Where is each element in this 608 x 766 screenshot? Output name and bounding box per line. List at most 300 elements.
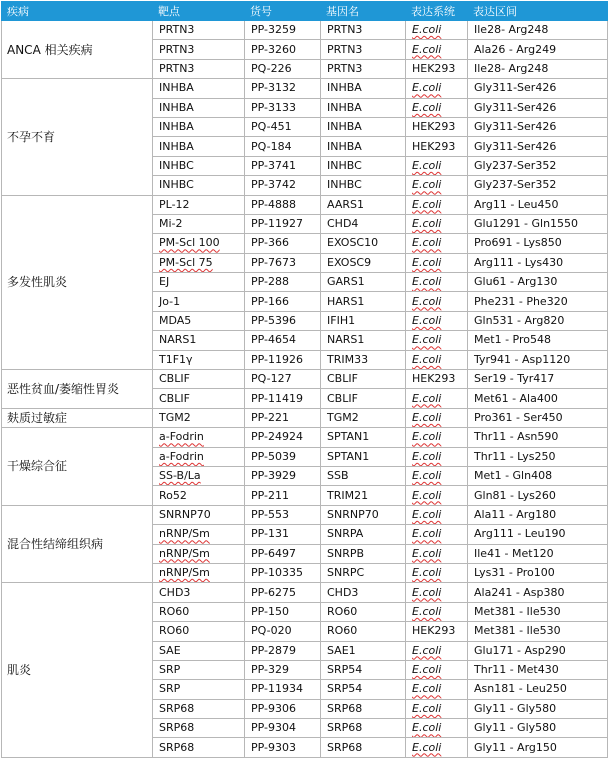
cell-expression-system — [406, 602, 468, 621]
cell-target-text: SNRNP70 — [159, 507, 211, 521]
cell-expression-system-text: E.coli — [412, 23, 442, 37]
cell-target — [153, 447, 245, 466]
cell-target — [153, 253, 245, 272]
header-target: 靶点 — [153, 2, 245, 21]
cell-target — [153, 389, 245, 408]
cell-expression-range — [468, 466, 608, 485]
cell-expression-system-text: E.coli — [412, 604, 442, 618]
cell-expression-range-text: Thr11 - Met430 — [474, 663, 559, 677]
cell-gene-name — [321, 350, 406, 369]
cell-catalog-no-text: PP-24924 — [251, 430, 303, 444]
cell-target — [153, 563, 245, 582]
cell-target-text: INHBC — [159, 158, 194, 172]
cell-target-text: nRNP/Sm — [159, 546, 210, 560]
cell-catalog-no — [245, 486, 321, 505]
cell-catalog-no — [245, 59, 321, 78]
cell-gene-name-text: INHBA — [327, 120, 362, 134]
cell-expression-range — [468, 176, 608, 195]
cell-gene-name-text: SAE1 — [327, 643, 356, 657]
cell-target-text: T1F1γ — [159, 352, 193, 366]
table-body — [2, 21, 608, 758]
cell-gene-name — [321, 622, 406, 641]
cell-gene-name-text: INHBA — [327, 100, 362, 114]
cell-expression-system-text: E.coli — [412, 411, 442, 424]
cell-expression-system-text: E.coli — [412, 488, 442, 502]
cell-target-text: RO60 — [159, 604, 190, 618]
cell-target — [153, 583, 245, 602]
cell-target-text: TGM2 — [159, 411, 191, 424]
cell-gene-name — [321, 59, 406, 78]
cell-expression-range-text: Tyr941 - Asp1120 — [474, 352, 571, 366]
cell-expression-system — [406, 176, 468, 195]
cell-target-text: PM-Scl 100 — [159, 236, 220, 250]
cell-expression-system — [406, 370, 468, 389]
cell-expression-system — [406, 505, 468, 524]
cell-expression-system — [406, 117, 468, 136]
cell-gene-name — [321, 505, 406, 524]
cell-gene-name-text: SNRPA — [327, 527, 364, 541]
cell-expression-system — [406, 486, 468, 505]
header-row — [2, 2, 608, 21]
cell-expression-system — [406, 195, 468, 214]
cell-expression-range-text: Met381 - Ile530 — [474, 604, 561, 618]
cell-expression-system-text: E.coli — [412, 42, 442, 56]
cell-disease: 干燥综合征 — [2, 428, 153, 506]
cell-gene-name-text: INHBA — [327, 81, 362, 95]
cell-expression-system-text: E.coli — [412, 391, 442, 405]
cell-expression-system-text: E.coli — [412, 352, 442, 366]
cell-target — [153, 622, 245, 641]
cell-gene-name-text: CBLIF — [327, 372, 358, 386]
cell-expression-system-text: HEK293 — [412, 61, 456, 75]
cell-expression-system-text: E.coli — [412, 314, 442, 328]
cell-expression-system-text: E.coli — [412, 333, 442, 347]
cell-expression-range-text: Gly11 - Arg150 — [474, 740, 557, 754]
cell-catalog-no — [245, 466, 321, 485]
cell-gene-name — [321, 525, 406, 544]
cell-catalog-no-text: PQ-184 — [251, 139, 292, 153]
cell-expression-range-text: Gly237-Ser352 — [474, 178, 557, 192]
cell-catalog-no — [245, 408, 321, 427]
cell-target-text: INHBA — [159, 81, 194, 95]
cell-expression-range — [468, 699, 608, 718]
cell-gene-name — [321, 156, 406, 175]
cell-expression-range — [468, 602, 608, 621]
cell-target — [153, 59, 245, 78]
cell-target — [153, 428, 245, 447]
cell-catalog-no-text: PP-366 — [251, 236, 289, 250]
cell-expression-range — [468, 525, 608, 544]
cell-catalog-no-text: PP-10335 — [251, 566, 303, 580]
cell-expression-system-text: E.coli — [412, 81, 442, 95]
cell-target — [153, 350, 245, 369]
cell-expression-range-text: Ile28- Arg248 — [474, 23, 549, 37]
cell-target-text: Ro52 — [159, 488, 187, 502]
cell-expression-system-text: HEK293 — [412, 624, 456, 638]
cell-catalog-no — [245, 563, 321, 582]
cell-target — [153, 311, 245, 330]
cell-gene-name-text: INHBC — [327, 158, 362, 172]
cell-target-text: INHBA — [159, 120, 194, 134]
cell-target — [153, 137, 245, 156]
cell-catalog-no-text: PP-221 — [251, 411, 289, 424]
cell-expression-system-text: HEK293 — [412, 139, 456, 153]
cell-gene-name-text: EXOSC10 — [327, 236, 379, 250]
cell-expression-range-text: Pro691 - Lys850 — [474, 236, 562, 250]
cell-target-text: Jo-1 — [159, 294, 181, 308]
cell-expression-system — [406, 214, 468, 233]
cell-gene-name — [321, 273, 406, 292]
cell-gene-name-text: HARS1 — [327, 294, 365, 308]
cell-target-text: INHBC — [159, 178, 194, 192]
cell-catalog-no-text: PP-11927 — [251, 217, 303, 231]
cell-expression-range-text: Glu171 - Asp290 — [474, 643, 566, 657]
cell-expression-system — [406, 563, 468, 582]
cell-target — [153, 195, 245, 214]
cell-expression-range-text: Gln531 - Arg820 — [474, 314, 565, 328]
cell-catalog-no — [245, 350, 321, 369]
cell-expression-system — [406, 641, 468, 660]
cell-gene-name-text: AARS1 — [327, 197, 364, 211]
cell-expression-range — [468, 253, 608, 272]
cell-gene-name-text: INHBC — [327, 178, 362, 192]
cell-catalog-no-text: PP-4654 — [251, 333, 296, 347]
cell-target — [153, 738, 245, 757]
cell-target-text: CBLIF — [159, 391, 190, 405]
cell-catalog-no — [245, 699, 321, 718]
cell-catalog-no — [245, 273, 321, 292]
cell-catalog-no — [245, 98, 321, 117]
cell-expression-system — [406, 59, 468, 78]
cell-catalog-no — [245, 214, 321, 233]
cell-catalog-no — [245, 311, 321, 330]
cell-target-text: PRTN3 — [159, 61, 195, 75]
table-row — [2, 21, 608, 40]
cell-expression-system — [406, 234, 468, 253]
cell-expression-system-text: E.coli — [412, 643, 442, 657]
cell-expression-system-text: E.coli — [412, 682, 442, 696]
cell-expression-system — [406, 156, 468, 175]
cell-expression-range — [468, 583, 608, 602]
cell-expression-system — [406, 699, 468, 718]
cell-gene-name — [321, 389, 406, 408]
cell-target — [153, 79, 245, 98]
cell-expression-range-text: Ser19 - Tyr417 — [474, 372, 555, 386]
cell-expression-range-text: Ile41 - Met120 — [474, 546, 554, 560]
cell-catalog-no — [245, 428, 321, 447]
cell-expression-range-text: Pro361 - Ser450 — [474, 411, 563, 424]
cell-catalog-no-text: PP-7673 — [251, 255, 296, 269]
cell-gene-name-text: TRIM33 — [327, 352, 369, 366]
cell-catalog-no-text: PQ-451 — [251, 120, 292, 134]
cell-target-text: NARS1 — [159, 333, 197, 347]
cell-catalog-no — [245, 447, 321, 466]
cell-gene-name-text: NARS1 — [327, 333, 365, 347]
cell-gene-name-text: PRTN3 — [327, 42, 363, 56]
cell-gene-name-text: CHD3 — [327, 585, 359, 599]
header-expression-system: 表达系统 — [406, 2, 468, 21]
cell-expression-range — [468, 738, 608, 757]
cell-expression-system — [406, 583, 468, 602]
cell-gene-name — [321, 98, 406, 117]
cell-catalog-no-text: PP-211 — [251, 488, 289, 502]
cell-expression-range-text: Met1 - Pro548 — [474, 333, 551, 347]
cell-expression-system — [406, 660, 468, 679]
cell-expression-system-text: E.coli — [412, 217, 442, 231]
cell-expression-system-text: E.coli — [412, 236, 442, 250]
table-row — [2, 370, 608, 389]
cell-catalog-no — [245, 622, 321, 641]
cell-gene-name — [321, 117, 406, 136]
header-catalog-no: 货号 — [245, 2, 321, 21]
cell-target-text: SRP — [159, 663, 181, 677]
cell-catalog-no — [245, 505, 321, 524]
cell-target-text: MDA5 — [159, 314, 192, 328]
cell-target — [153, 680, 245, 699]
cell-expression-range-text: Phe231 - Phe320 — [474, 294, 568, 308]
cell-catalog-no — [245, 719, 321, 738]
cell-catalog-no-text: PP-150 — [251, 604, 289, 618]
cell-disease: 麸质过敏症 — [2, 408, 153, 427]
cell-catalog-no-text: PP-5396 — [251, 314, 296, 328]
cell-target-text: INHBA — [159, 139, 194, 153]
cell-target — [153, 699, 245, 718]
cell-expression-range — [468, 214, 608, 233]
cell-expression-system — [406, 292, 468, 311]
cell-expression-system-text: E.coli — [412, 430, 442, 444]
cell-target-text: RO60 — [159, 624, 190, 638]
cell-target-text: CBLIF — [159, 372, 190, 386]
cell-disease: ANCA 相关疾病 — [2, 21, 153, 79]
cell-target — [153, 602, 245, 621]
cell-expression-system — [406, 408, 468, 427]
cell-expression-system-text: E.coli — [412, 566, 442, 580]
cell-expression-system-text: E.coli — [412, 158, 442, 172]
cell-target — [153, 486, 245, 505]
cell-catalog-no — [245, 253, 321, 272]
cell-expression-range — [468, 505, 608, 524]
cell-expression-range — [468, 428, 608, 447]
cell-catalog-no-text: PP-11926 — [251, 352, 303, 366]
cell-target-text: SRP68 — [159, 740, 195, 754]
product-table — [1, 1, 608, 758]
cell-catalog-no — [245, 525, 321, 544]
cell-gene-name — [321, 486, 406, 505]
cell-gene-name-text: SNRPB — [327, 546, 365, 560]
cell-gene-name-text: SPTAN1 — [327, 430, 370, 444]
cell-catalog-no-text: PP-3742 — [251, 178, 296, 192]
cell-expression-system — [406, 137, 468, 156]
cell-catalog-no — [245, 79, 321, 98]
cell-gene-name — [321, 408, 406, 427]
cell-expression-range-text: Arg111 - Lys430 — [474, 255, 564, 269]
cell-expression-system-text: E.coli — [412, 663, 442, 677]
cell-target-text: SRP68 — [159, 721, 195, 735]
cell-gene-name — [321, 680, 406, 699]
cell-target — [153, 641, 245, 660]
cell-target-text: EJ — [159, 275, 170, 289]
cell-gene-name — [321, 234, 406, 253]
cell-expression-range-text: Thr11 - Asn590 — [474, 430, 559, 444]
cell-expression-system — [406, 447, 468, 466]
table-row — [2, 79, 608, 98]
cell-expression-range — [468, 156, 608, 175]
cell-expression-system — [406, 253, 468, 272]
cell-gene-name — [321, 176, 406, 195]
cell-disease: 肌炎 — [2, 583, 153, 758]
cell-target — [153, 408, 245, 427]
cell-catalog-no — [245, 389, 321, 408]
cell-gene-name-text: SRP68 — [327, 701, 363, 715]
cell-catalog-no — [245, 680, 321, 699]
cell-gene-name — [321, 699, 406, 718]
cell-gene-name-text: INHBA — [327, 139, 362, 153]
cell-expression-range-text: Glu1291 - Gln1550 — [474, 217, 579, 231]
cell-gene-name — [321, 738, 406, 757]
cell-expression-range-text: Gln81 - Lys260 — [474, 488, 556, 502]
cell-catalog-no-text: PP-3741 — [251, 158, 296, 172]
cell-expression-system-text: E.coli — [412, 740, 442, 754]
cell-gene-name — [321, 331, 406, 350]
cell-gene-name-text: SRP68 — [327, 740, 363, 754]
cell-expression-range — [468, 79, 608, 98]
cell-catalog-no — [245, 156, 321, 175]
cell-expression-system-text: E.coli — [412, 585, 442, 599]
cell-catalog-no-text: PP-3260 — [251, 42, 296, 56]
cell-target-text: a-Fodrin — [159, 449, 204, 463]
cell-catalog-no — [245, 602, 321, 621]
cell-catalog-no-text: PP-166 — [251, 294, 289, 308]
cell-target — [153, 370, 245, 389]
cell-target — [153, 21, 245, 40]
cell-gene-name — [321, 214, 406, 233]
cell-target — [153, 156, 245, 175]
cell-target — [153, 292, 245, 311]
cell-expression-range — [468, 622, 608, 641]
cell-gene-name — [321, 641, 406, 660]
cell-expression-system — [406, 98, 468, 117]
cell-catalog-no — [245, 137, 321, 156]
cell-expression-range — [468, 21, 608, 40]
cell-expression-range — [468, 311, 608, 330]
cell-catalog-no — [245, 234, 321, 253]
cell-expression-range-text: Met61 - Ala400 — [474, 391, 558, 405]
cell-catalog-no-text: PP-5039 — [251, 449, 296, 463]
cell-catalog-no — [245, 195, 321, 214]
table-row — [2, 408, 608, 427]
cell-disease: 混合性结缔组织病 — [2, 505, 153, 583]
cell-expression-range-text: Met381 - Ile530 — [474, 624, 561, 638]
cell-gene-name — [321, 40, 406, 59]
cell-catalog-no-text: PP-6497 — [251, 546, 296, 560]
cell-target-text: SAE — [159, 643, 181, 657]
cell-target — [153, 117, 245, 136]
cell-catalog-no — [245, 292, 321, 311]
table-row — [2, 505, 608, 524]
cell-catalog-no-text: PP-553 — [251, 507, 289, 521]
cell-expression-system-text: E.coli — [412, 527, 442, 541]
cell-gene-name — [321, 428, 406, 447]
cell-expression-system — [406, 311, 468, 330]
cell-expression-system — [406, 389, 468, 408]
cell-expression-range-text: Asn181 - Leu250 — [474, 682, 567, 696]
cell-catalog-no-text: PP-9304 — [251, 721, 296, 735]
cell-expression-system-text: E.coli — [412, 721, 442, 735]
cell-expression-range — [468, 234, 608, 253]
header-expression-range: 表达区间 — [468, 2, 608, 21]
cell-gene-name — [321, 466, 406, 485]
cell-catalog-no — [245, 117, 321, 136]
cell-expression-range-text: Met1 - Gln408 — [474, 469, 553, 483]
cell-expression-range-text: Ile28- Arg248 — [474, 61, 549, 75]
cell-gene-name — [321, 21, 406, 40]
cell-expression-range-text: Arg111 - Leu190 — [474, 527, 566, 541]
cell-expression-range — [468, 389, 608, 408]
cell-expression-range — [468, 350, 608, 369]
cell-catalog-no-text: PP-3132 — [251, 81, 296, 95]
cell-target-text: PL-12 — [159, 197, 190, 211]
cell-expression-range-text: Gly311-Ser426 — [474, 120, 557, 134]
cell-catalog-no — [245, 40, 321, 59]
cell-expression-range — [468, 408, 608, 427]
cell-gene-name — [321, 311, 406, 330]
cell-expression-system-text: E.coli — [412, 701, 442, 715]
cell-gene-name — [321, 660, 406, 679]
table-row — [2, 428, 608, 447]
cell-expression-system — [406, 680, 468, 699]
cell-catalog-no-text: PP-11419 — [251, 391, 303, 405]
cell-catalog-no — [245, 544, 321, 563]
cell-expression-system — [406, 331, 468, 350]
cell-expression-range-text: Lys31 - Pro100 — [474, 566, 555, 580]
cell-gene-name-text: TRIM21 — [327, 488, 369, 502]
cell-target-text: SRP68 — [159, 701, 195, 715]
cell-expression-range-text: Ala26 - Arg249 — [474, 42, 557, 56]
cell-gene-name — [321, 544, 406, 563]
cell-gene-name-text: PRTN3 — [327, 23, 363, 37]
cell-gene-name-text: SPTAN1 — [327, 449, 370, 463]
cell-expression-system-text: E.coli — [412, 469, 442, 483]
cell-disease: 不孕不育 — [2, 79, 153, 195]
cell-expression-system-text: E.coli — [412, 100, 442, 114]
cell-target-text: PRTN3 — [159, 42, 195, 56]
cell-expression-system — [406, 525, 468, 544]
cell-target-text: nRNP/Sm — [159, 527, 210, 541]
cell-target — [153, 234, 245, 253]
cell-target — [153, 331, 245, 350]
header-disease: 疾病 — [2, 2, 153, 21]
cell-catalog-no — [245, 738, 321, 757]
cell-expression-range — [468, 98, 608, 117]
cell-expression-range — [468, 273, 608, 292]
cell-catalog-no-text: PP-3133 — [251, 100, 296, 114]
cell-target — [153, 660, 245, 679]
cell-gene-name — [321, 602, 406, 621]
cell-expression-system — [406, 350, 468, 369]
cell-target — [153, 544, 245, 563]
cell-catalog-no-text: PP-9303 — [251, 740, 296, 754]
cell-target — [153, 40, 245, 59]
cell-catalog-no — [245, 331, 321, 350]
cell-target-text: PM-Scl 75 — [159, 255, 213, 269]
cell-expression-system-text: E.coli — [412, 507, 442, 521]
cell-target — [153, 176, 245, 195]
cell-expression-system-text: E.coli — [412, 294, 442, 308]
cell-gene-name — [321, 583, 406, 602]
cell-expression-system-text: E.coli — [412, 275, 442, 289]
cell-disease: 多发性肌炎 — [2, 195, 153, 370]
cell-expression-system — [406, 466, 468, 485]
